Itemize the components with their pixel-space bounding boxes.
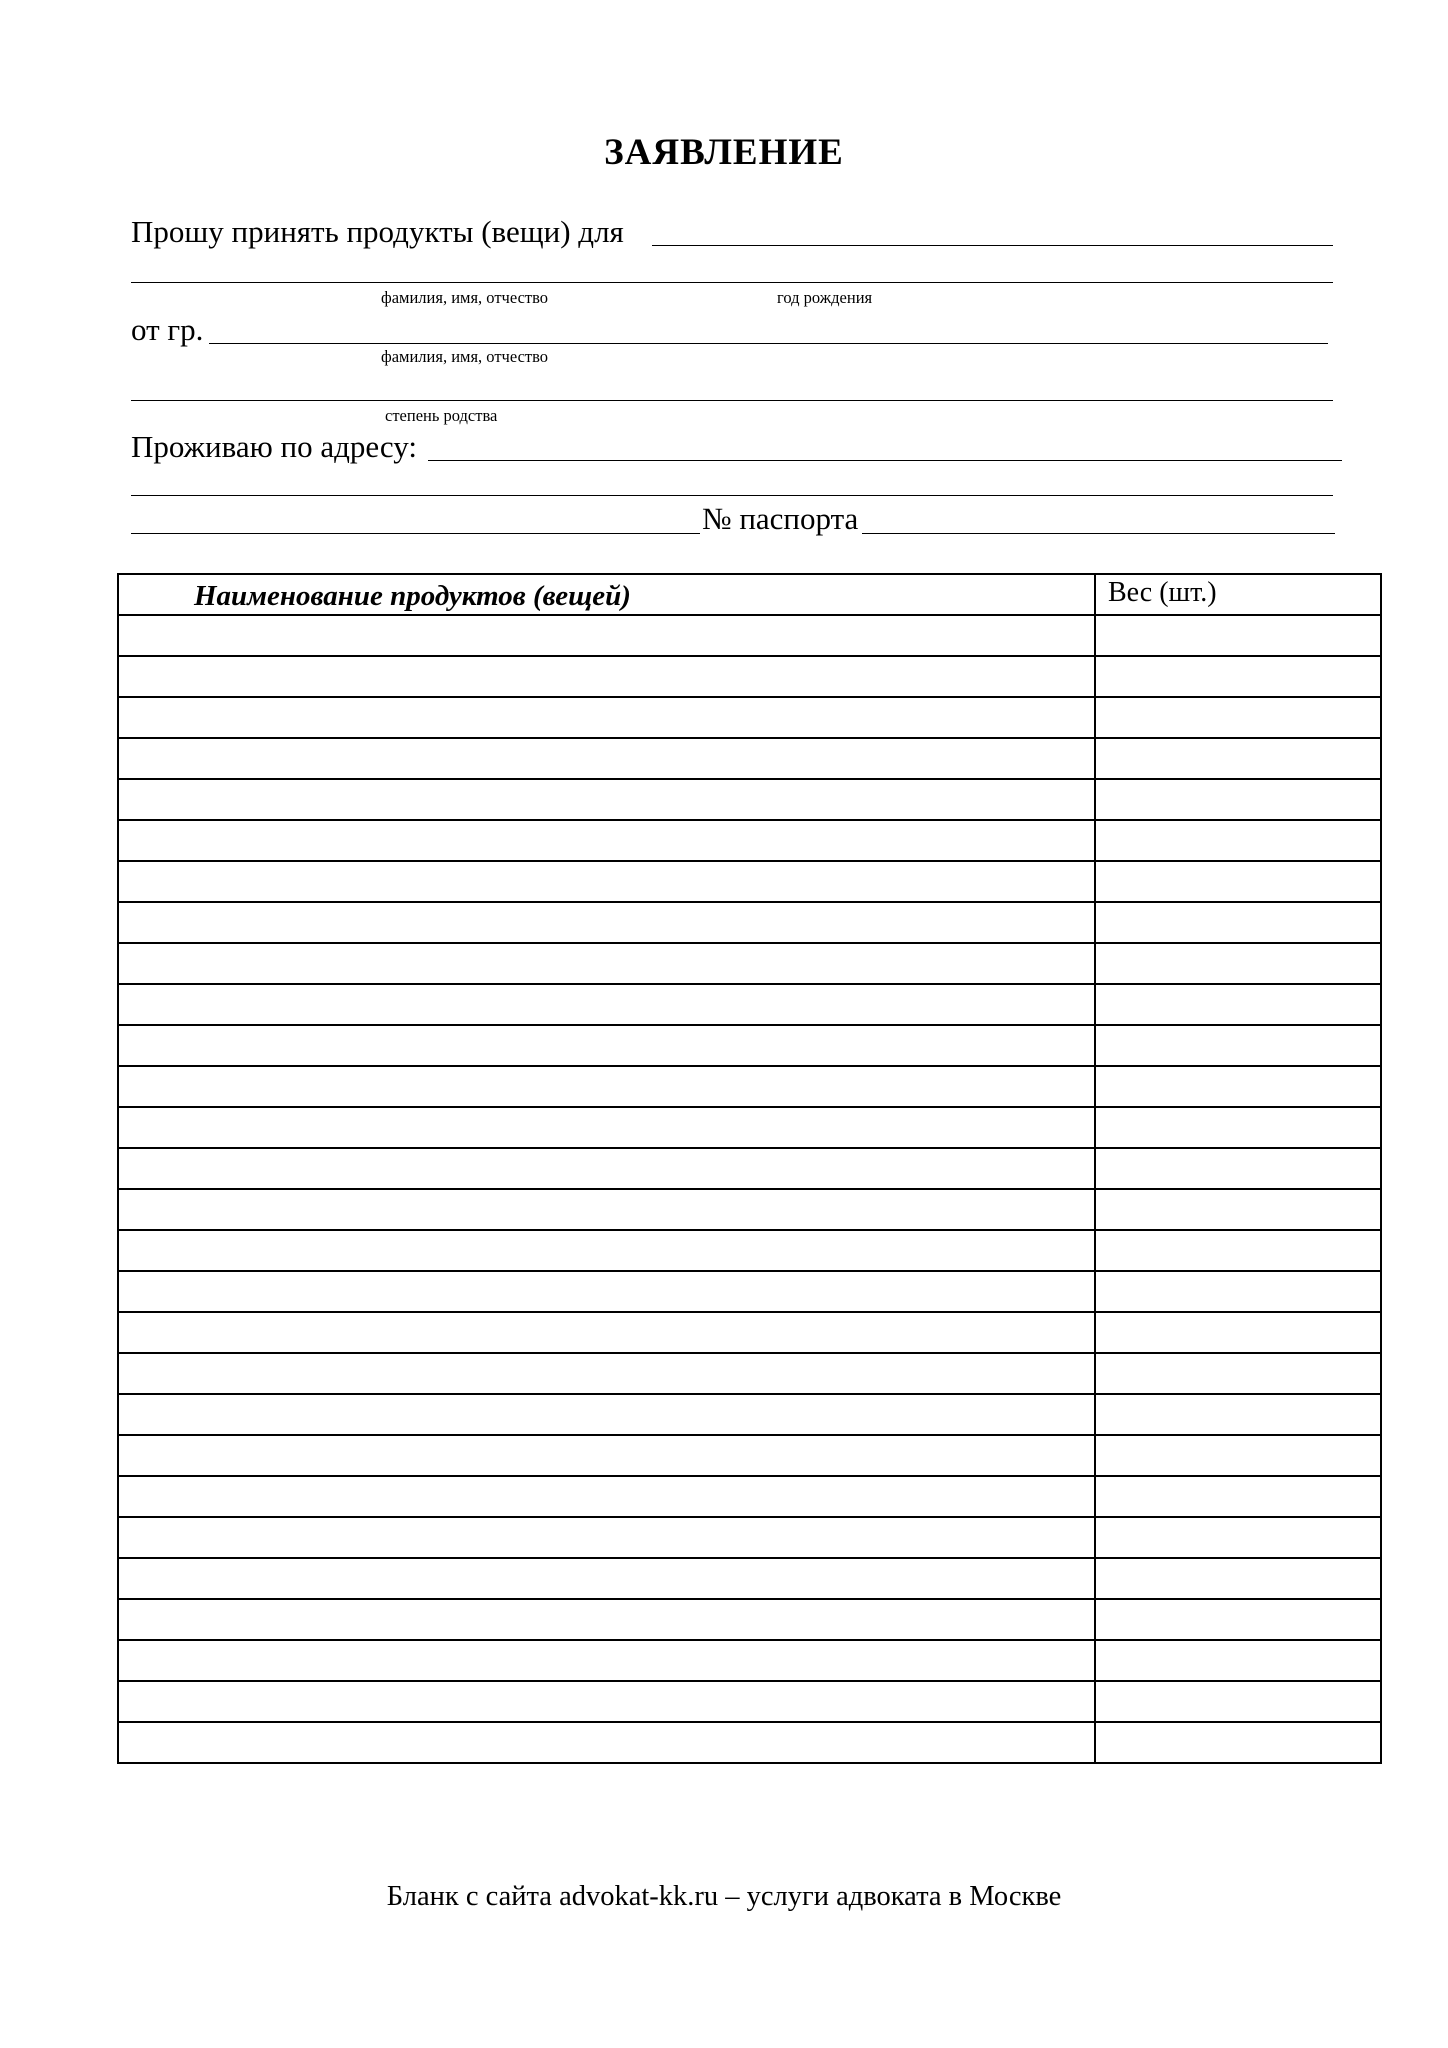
- item-name-cell[interactable]: [119, 1231, 1096, 1270]
- item-name-cell[interactable]: [119, 780, 1096, 819]
- table-row: [119, 1190, 1380, 1231]
- table-row: [119, 1559, 1380, 1600]
- item-name-cell[interactable]: [119, 698, 1096, 737]
- hint-relation: степень родства: [385, 406, 498, 425]
- hint-birth-year: год рождения: [777, 288, 873, 307]
- item-weight-cell[interactable]: [1096, 739, 1380, 778]
- item-name-cell[interactable]: [119, 903, 1096, 942]
- item-name-cell[interactable]: [119, 1354, 1096, 1393]
- item-weight-cell[interactable]: [1096, 1067, 1380, 1106]
- footer-note: Бланк с сайта advokat-kk.ru – услуги адвоката в Москве: [386, 1881, 1062, 1912]
- item-weight-cell[interactable]: [1096, 1149, 1380, 1188]
- table-row: [119, 1026, 1380, 1067]
- recipient-field-line[interactable]: [652, 245, 1333, 246]
- table-row: [119, 862, 1380, 903]
- item-weight-cell[interactable]: [1096, 780, 1380, 819]
- item-weight-cell[interactable]: [1096, 1313, 1380, 1352]
- sender-field-line[interactable]: [209, 343, 1328, 344]
- item-name-cell[interactable]: [119, 1723, 1096, 1762]
- table-row: [119, 739, 1380, 780]
- item-name-cell[interactable]: [119, 616, 1096, 655]
- item-weight-cell[interactable]: [1096, 1354, 1380, 1393]
- item-name-cell[interactable]: [119, 1518, 1096, 1557]
- item-weight-cell[interactable]: [1096, 616, 1380, 655]
- item-weight-cell[interactable]: [1096, 1231, 1380, 1270]
- item-name-cell[interactable]: [119, 1559, 1096, 1598]
- passport-label: № паспорта: [702, 501, 859, 536]
- table-row: [119, 1231, 1380, 1272]
- table-row: [119, 1477, 1380, 1518]
- table-row: [119, 1354, 1380, 1395]
- item-weight-cell[interactable]: [1096, 1395, 1380, 1434]
- header-item-name: Наименование продуктов (вещей): [119, 575, 1096, 614]
- table-row: [119, 903, 1380, 944]
- item-name-cell[interactable]: [119, 1026, 1096, 1065]
- item-name-cell[interactable]: [119, 1682, 1096, 1721]
- item-name-cell[interactable]: [119, 1190, 1096, 1229]
- address-extra-line[interactable]: [131, 533, 700, 534]
- table-row: [119, 1600, 1380, 1641]
- table-row: [119, 1149, 1380, 1190]
- item-weight-cell[interactable]: [1096, 1600, 1380, 1639]
- item-name-cell[interactable]: [119, 1149, 1096, 1188]
- hint-fio-sender: фамилия, имя, отчество: [381, 347, 549, 366]
- header-weight: Вес (шт.): [1108, 577, 1217, 608]
- item-name-cell[interactable]: [119, 1600, 1096, 1639]
- item-weight-cell[interactable]: [1096, 1723, 1380, 1762]
- table-row: [119, 780, 1380, 821]
- page-title: ЗАЯВЛЕНИЕ: [604, 132, 844, 173]
- item-weight-cell[interactable]: [1096, 1026, 1380, 1065]
- item-name-cell[interactable]: [119, 739, 1096, 778]
- table-row: [119, 1067, 1380, 1108]
- recipient-name-field-line[interactable]: [131, 282, 1333, 283]
- relation-field-line[interactable]: [131, 400, 1333, 401]
- sender-label: от гр.: [131, 312, 204, 347]
- items-table: [117, 573, 1382, 1764]
- table-header-row: [119, 575, 1380, 616]
- passport-field-line[interactable]: [862, 533, 1335, 534]
- item-weight-cell[interactable]: [1096, 1641, 1380, 1680]
- table-row: [119, 1313, 1380, 1354]
- item-weight-cell[interactable]: [1096, 1559, 1380, 1598]
- item-name-cell[interactable]: [119, 1067, 1096, 1106]
- item-name-cell[interactable]: [119, 1641, 1096, 1680]
- address-field-line[interactable]: [428, 460, 1342, 461]
- item-name-cell[interactable]: [119, 862, 1096, 901]
- item-weight-cell[interactable]: [1096, 821, 1380, 860]
- item-weight-cell[interactable]: [1096, 862, 1380, 901]
- table-row: [119, 1682, 1380, 1723]
- item-name-cell[interactable]: [119, 1477, 1096, 1516]
- table-row: [119, 821, 1380, 862]
- item-weight-cell[interactable]: [1096, 1477, 1380, 1516]
- item-name-cell[interactable]: [119, 1313, 1096, 1352]
- table-row: [119, 698, 1380, 739]
- table-row: [119, 1436, 1380, 1477]
- item-name-cell[interactable]: [119, 944, 1096, 983]
- table-row: [119, 1518, 1380, 1559]
- item-name-cell[interactable]: [119, 1436, 1096, 1475]
- table-row: [119, 616, 1380, 657]
- item-weight-cell[interactable]: [1096, 985, 1380, 1024]
- item-weight-cell[interactable]: [1096, 944, 1380, 983]
- item-weight-cell[interactable]: [1096, 1190, 1380, 1229]
- table-row: [119, 1108, 1380, 1149]
- item-name-cell[interactable]: [119, 1395, 1096, 1434]
- address-continuation-line[interactable]: [131, 495, 1333, 496]
- table-row: [119, 1723, 1380, 1762]
- item-weight-cell[interactable]: [1096, 698, 1380, 737]
- item-weight-cell[interactable]: [1096, 1272, 1380, 1311]
- item-weight-cell[interactable]: [1096, 657, 1380, 696]
- item-name-cell[interactable]: [119, 985, 1096, 1024]
- item-weight-cell[interactable]: [1096, 1436, 1380, 1475]
- recipient-label: Прошу принять продукты (вещи) для: [131, 214, 624, 249]
- item-weight-cell[interactable]: [1096, 903, 1380, 942]
- item-name-cell[interactable]: [119, 821, 1096, 860]
- table-row: [119, 985, 1380, 1026]
- table-row: [119, 944, 1380, 985]
- table-row: [119, 1641, 1380, 1682]
- item-weight-cell[interactable]: [1096, 1518, 1380, 1557]
- item-weight-cell[interactable]: [1096, 1682, 1380, 1721]
- item-weight-cell[interactable]: [1096, 1108, 1380, 1147]
- table-row: [119, 1395, 1380, 1436]
- item-name-cell[interactable]: [119, 1108, 1096, 1147]
- address-label: Проживаю по адресу:: [131, 429, 417, 464]
- item-name-cell[interactable]: [119, 1272, 1096, 1311]
- item-name-cell[interactable]: [119, 657, 1096, 696]
- table-row: [119, 657, 1380, 698]
- hint-fio-recipient: фамилия, имя, отчество: [381, 288, 549, 307]
- table-row: [119, 1272, 1380, 1313]
